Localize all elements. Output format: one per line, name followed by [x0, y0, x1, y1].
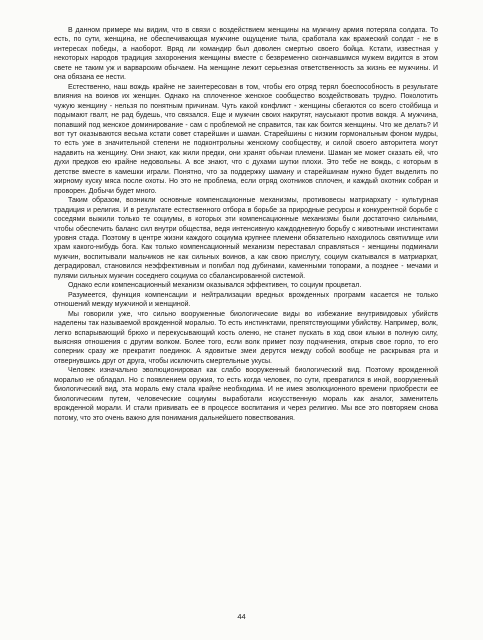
paragraph: Мы говорили уже, что сильно вооруженные биологические виды во избежание внутривидовых убийств наделены так называемой врожденной моралью. То есть инстинктами, препятствующими убийству. Например, волк, легко вспарывающий брюхо и перекусывающий кость оленю, не станет пускать в ход свои клыки в полную силу, выясняя отношения с другим волком. Более того, если волк примет позу подчинения, открыв свое горло, то его соперник сразу же прекратит поединок. А ядовитые змеи дерутся между собой вообще не раскрывая рта и отвернувшись друг от друга, чтобы исключить смертельные укусы.	[54, 310, 438, 365]
paragraph: Однако если компенсационный механизм оказывался эффективен, то социум процветал.	[68, 282, 362, 290]
page-number: 44	[237, 612, 246, 621]
paragraph: Таким образом, возникли основные компенсационные механизмы, противовесы матриархату - культурная традиция и религия. И в результате естественного отбора в борьбе за природные ресурсы и конкурентной борьбе с соседями выжили только те социумы, в которых эти компенсационные механизмы были достаточно сильными, чтобы обеспечить баланс сил внутри общества, ведя интенсивную каждодневную борьбу с животными инстинктами уровня стада. Поэтому в центре жизни каждого социума крупнее племени обязательно находилось святилище или храм какого-нибудь бога. Как только компенсационный механизм переставал справляться - женщины подминали мужчин, воспитывали мальчиков не как сильных воинов, а как свою прислугу, социум скатывался в матриархат, деградировал, становился неэффективным и погибал под дубинами, каменными топорами, а позднее - мечами и пулями сильных мужчин соседнего социума со сбалансированной системой.	[54, 197, 438, 280]
paragraph: Естественно, наш вождь крайне не заинтересован в том, чтобы его отряд терял боеспособность в результате влияния на воинов их женщин. Однако на сплоченное женское сообщество воздействовать трудно. Поколотить чужую женщину - нельзя по понятным причинам. Чуть какой конфликт - женщины сбегаются со всего стойбища и подымают гвалт, не рад будешь, что связался. Еще и мужчин своих накрутят, науськают против вождя. А мужчина, попавший под женское доминирование - сам с проблемой не справится, так как боится женщины. Что же делать? И вот тут оказываются весьма кстати совет старейшин и шаман. Старейшины с низким гормональным фоном мудры, то есть уже в значительной степени не подконтрольны женскому сообществу, и силой своего авторитета могут надавить на женщину. Они знают, как жили предки, они хранят обычаи племени. Шаман же может сказать ей, что духи предков ею крайне недовольны. А все знают, что с духами шутки плохи. Это тебе не вождь, с которым в детстве вместе в камешки играли. Понятно, что за поддержку шаману и старейшинам нужно будет выделить по жирному куску мяса после охоты. Но это не проблема, если отряд охотников сплочен, и каждый охотник собран и проворен. Добычи будет много.	[54, 83, 438, 195]
paragraph: Разумеется, функция компенсации и нейтрализации вредных врожденных программ касается не только отношений между мужчиной и женщиной.	[54, 291, 438, 309]
body-text	[54, 26, 438, 423]
paragraph: В данном примере мы видим, что в связи с воздействием женщины на мужчину армия потеряла солдата. То есть, по сути, женщина, не обеспечивающая мужчине ощущение тыла, сработала как вражеский солдат - не в интересах победы, а наоборот. Вряд ли командир был доволен смертью своего бойца. Кстати, известная у некоторых народов традиция захоронения женщины вместе с безвременно скончавшимся мужем видится в этом свете не таким уж и варварским обычаем. На женщине лежит серьезная ответственность за жизнь ее мужчины. И она обязана ее нести.	[54, 27, 438, 82]
paragraph: Человек изначально эволюционировал как слабо вооруженный биологический вид. Поэтому врожденной моралью не обладал. Но с появлением оружия, то есть когда человек, по сути, превратился в иной, вооруженный биологический вид, эта мораль ему стала крайне необходима. И не имея эволюционного времени приобрести ее биологическим путем, человеческие социумы выработали искусственную мораль как аналог, заменитель врожденной морали. И стали прививать ее в процессе воспитания и через религию. Мы все это повторяем снова потому, что это очень важно для понимания дальнейшего повествования.	[54, 367, 438, 422]
